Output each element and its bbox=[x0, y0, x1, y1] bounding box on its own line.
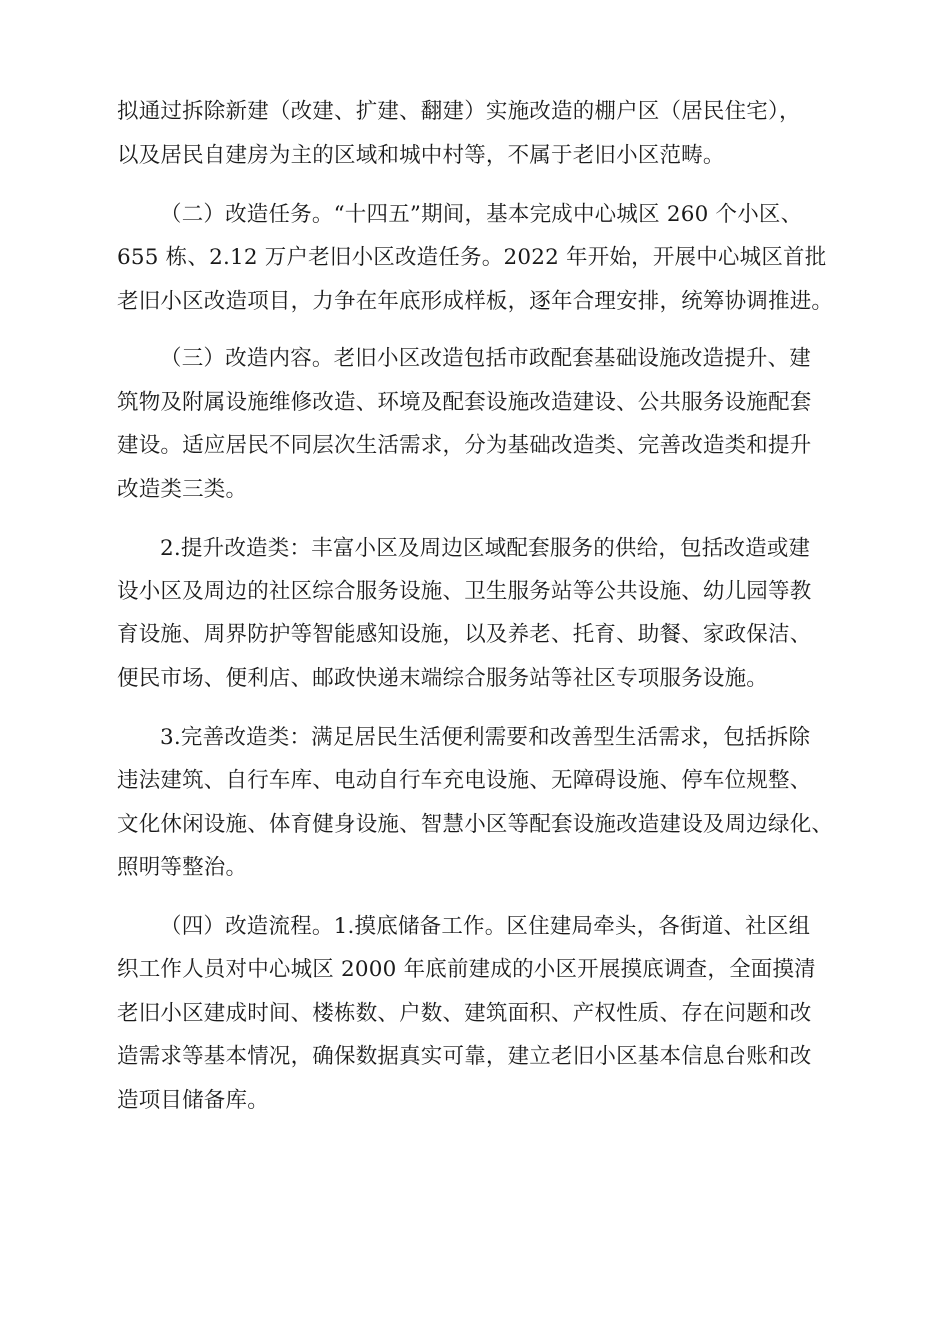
text-line: 建设。适应居民不同层次生活需求，分为基础改造类、完善改造类和提升 bbox=[117, 433, 812, 458]
text-line: 以及居民自建房为主的区域和城中村等，不属于老旧小区范畴。 bbox=[117, 143, 725, 168]
text-line: 改造类三类。 bbox=[117, 477, 248, 502]
text-line: 筑物及附属设施维修改造、环境及配套设施改造建设、公共服务设施配套 bbox=[117, 390, 812, 415]
text-line: 老旧小区建成时间、楼栋数、户数、建筑面积、产权性质、存在问题和改 bbox=[117, 1001, 812, 1026]
text-line: 违法建筑、自行车库、电动自行车充电设施、无障碍设施、停车位规整、 bbox=[117, 768, 812, 793]
text-line: （三）改造内容。老旧小区改造包括市政配套基础设施改造提升、建 bbox=[160, 346, 812, 371]
text-line: （四）改造流程。1.摸底储备工作。区住建局牵头，各街道、社区组 bbox=[160, 914, 811, 939]
text-line: 造需求等基本情况，确保数据真实可靠，建立老旧小区基本信息台账和改 bbox=[117, 1044, 812, 1069]
text-line: 便民市场、便利店、邮政快递末端综合服务站等社区专项服务设施。 bbox=[117, 666, 769, 691]
text-line: 3.完善改造类：满足居民生活便利需要和改善型生活需求，包括拆除 bbox=[160, 725, 811, 750]
text-line: 2.提升改造类：丰富小区及周边区域配套服务的供给，包括改造或建 bbox=[160, 536, 811, 561]
text-line: （二）改造任务。“十四五”期间，基本完成中心城区 260 个小区、 bbox=[160, 202, 803, 227]
text-line: 织工作人员对中心城区 2000 年底前建成的小区开展摸底调查，全面摸清 bbox=[117, 957, 816, 982]
text-line: 拟通过拆除新建（改建、扩建、翻建）实施改造的棚户区（居民住宅）， bbox=[117, 99, 801, 124]
text-line: 育设施、周界防护等智能感知设施，以及养老、托育、助餐、家政保洁、 bbox=[117, 622, 812, 647]
text-line: 设小区及周边的社区综合服务设施、卫生服务站等公共设施、幼儿园等教 bbox=[117, 579, 812, 604]
text-line: 655 栋、2.12 万户老旧小区改造任务。2022 年开始，开展中心城区首批 bbox=[117, 245, 827, 270]
text-line: 老旧小区改造项目，力争在年底形成样板，逐年合理安排，统筹协调推进。 bbox=[117, 289, 834, 314]
text-line: 造项目储备库。 bbox=[117, 1088, 269, 1113]
text-line: 文化休闲设施、体育健身设施、智慧小区等配套设施改造建设及周边绿化、 bbox=[117, 812, 834, 837]
text-line: 照明等整治。 bbox=[117, 855, 248, 880]
